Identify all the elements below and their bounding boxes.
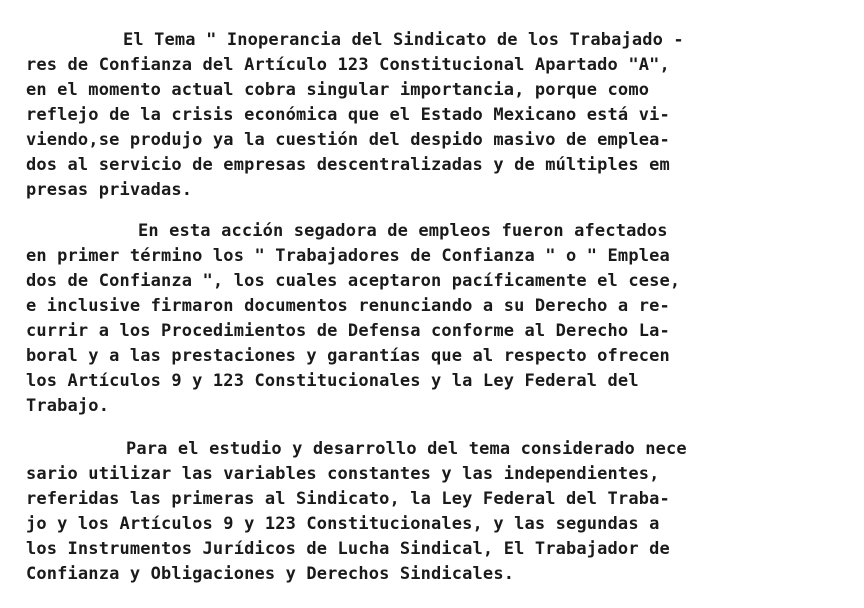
- text-line: En esta acción segadora de empleos fueron afectados: [138, 221, 668, 241]
- text-line: currir a los Procedimientos de Defensa conforme al Derecho La-: [26, 321, 670, 341]
- text-line: dos al servicio de empresas descentralizadas y de múltiples em: [26, 155, 670, 175]
- text-line: los Artículos 9 y 123 Constitucionales y la Ley Federal del: [26, 371, 639, 391]
- text-line: referidas las primeras al Sindicato, la Ley Federal del Traba-: [26, 489, 670, 509]
- text-line: dos de Confianza ", los cuales aceptaron pacíficamente el cese,: [26, 271, 681, 291]
- text-line: viendo,se produjo ya la cuestión del despido masivo de emplea-: [26, 130, 670, 150]
- text-line: sario utilizar las variables constantes y las independientes,: [26, 464, 660, 484]
- text-line: Confianza y Obligaciones y Derechos Sindicales.: [26, 564, 515, 584]
- text-line: en el momento actual cobra singular importancia, porque como: [26, 80, 650, 100]
- text-line: presas privadas.: [26, 180, 193, 200]
- text-line: en primer término los " Trabajadores de Confianza " o " Emplea: [26, 246, 670, 266]
- text-line: Trabajo.: [26, 396, 110, 416]
- text-line: reflejo de la crisis económica que el Estado Mexicano está vi-: [26, 105, 670, 125]
- text-line: Para el estudio y desarrollo del tema considerado nece: [126, 439, 687, 459]
- text-line: El Tema " Inoperancia del Sindicato de los Trabajado -: [123, 30, 684, 50]
- text-line: res de Confianza del Artículo 123 Constitucional Apartado "A",: [26, 55, 670, 75]
- text-line: jo y los Artículos 9 y 123 Constitucionales, y las segundas a: [26, 514, 660, 534]
- text-line: e inclusive firmaron documentos renunciando a su Derecho a re-: [26, 296, 670, 316]
- text-line: los Instrumentos Jurídicos de Lucha Sindical, El Trabajador de: [26, 539, 670, 559]
- text-line: boral y a las prestaciones y garantías que al respecto ofrecen: [26, 346, 670, 366]
